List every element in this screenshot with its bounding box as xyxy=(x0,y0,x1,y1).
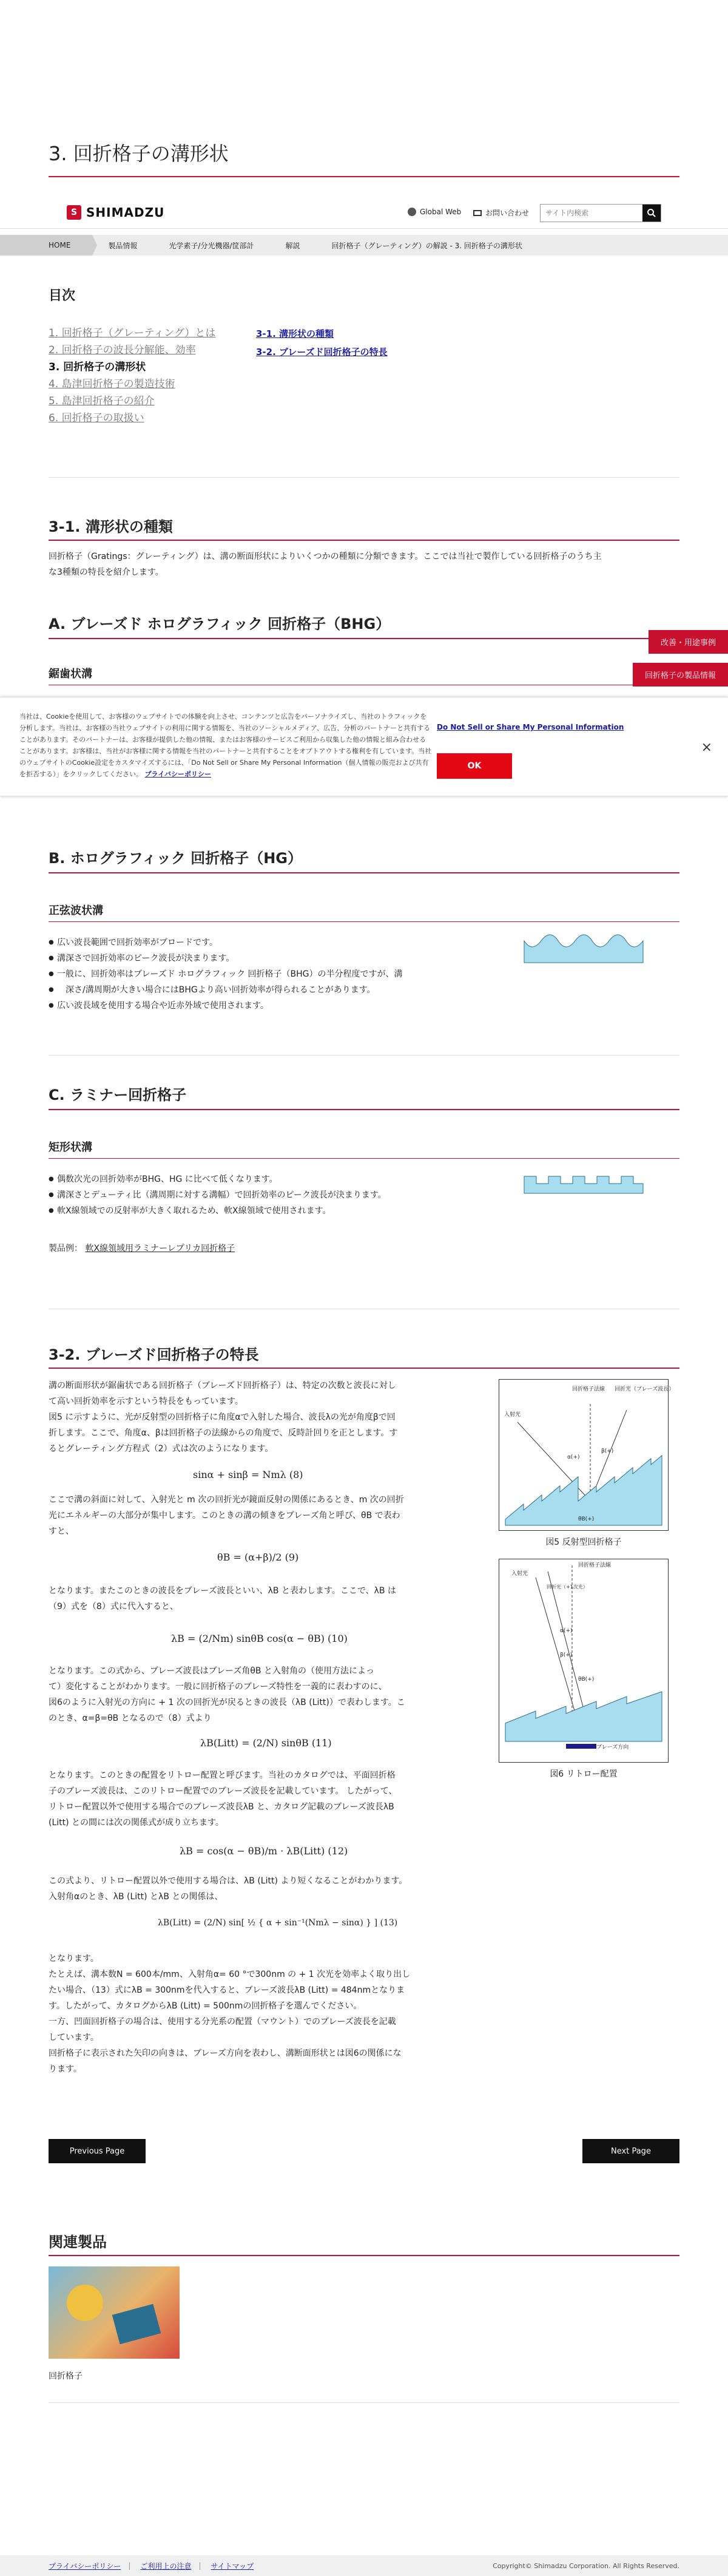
search-button[interactable] xyxy=(642,205,661,222)
cookie-ok-button[interactable]: OK xyxy=(437,753,512,779)
fig5-label-diffracted: 回折光（ブレーズ波長） xyxy=(615,1386,675,1392)
s32-para-2: ここで溝の斜面に対して、入射光と m 次の回折光が鏡面反射の関係にあるとき、m 次の回折 光にエネルギーの大部分が集中します。このときの溝の傾きをブレーズ角と呼び、θB で表わ すと、 xyxy=(49,1495,404,1536)
next-page-button[interactable]: Next Page xyxy=(582,2139,679,2163)
fig6-label-theta-top: θB(+) xyxy=(578,1676,595,1683)
list-item: ● 軟X線領域での反射率が大きく取れるため、軟X線領域で使用されます。 xyxy=(49,1203,386,1219)
toc-sublist xyxy=(256,325,388,361)
toc-item-3: 3. 回折格子の溝形状 xyxy=(49,361,146,373)
list-item: ● 広い波長範囲で回折効率がブロードです。 xyxy=(49,935,403,951)
bhg-heading: A. ブレーズド ホログラフィック 回折格子（BHG） xyxy=(49,612,679,639)
s32-para-7: となります。 たとえば、溝本数N = 600本/mm、入射角α= 60 °で300nm の + 1 次光を効率よく取り出し たい場合、（13）式にλB = 300nmを代入すると、ブレーズ波長λB (Litt) = 484nmとなりま す。したがって、カタログからλB (Litt) = 500nmの回折格子を選んでください。 一方、凹面回折格子の場合は、使用する分光系の配置（マウント）でのブレーズ波長を記載 しています。 回折格子に表示された矢印の向きは、ブレーズ方向を表わし、溝断面形状とは図6の関係にな ります。 xyxy=(49,1954,411,2074)
s31-intro-1: 回折格子（Gratings：グレーティング）は、溝の断面形状によりいくつかの種類に分類できます。ここでは当社で製作している回折格子のうち主 xyxy=(49,552,602,561)
fig5-label-incident: 入射光 xyxy=(504,1412,521,1418)
sidetab-products[interactable]: 回折格子の製品情報 xyxy=(633,663,728,686)
title-underline xyxy=(49,176,679,177)
laminar-product-link[interactable]: 軟X線領域用ラミナーレプリカ回折格子 xyxy=(85,1244,235,1253)
cookie-banner xyxy=(0,697,728,796)
laminar-subheading: 矩形状溝 xyxy=(49,1139,679,1159)
toc-title: 目次 xyxy=(49,288,76,303)
s32-para-5: となります。このときの配置をリトロー配置と呼びます。当社のカタログでは、平面回折格 子のブレーズ波長は、このリトロー配置でのブレーズ波長を記載しています。 したがって、 リトロー配置以外で使用する場合でのブレーズ波長λB と、カタログ記載のブレーズ波長λB (Litt) との間には次の関係式が成り立ちます。 xyxy=(49,1771,397,1828)
fig6-label-blaze: ブレーズ方向 xyxy=(596,1744,629,1751)
footer-sitemap-link[interactable]: サイトマップ xyxy=(211,2561,254,2571)
copyright: Copyright© Shimadzu Corporation. All Rights Reserved. xyxy=(493,2561,679,2570)
equation-10: λB = (2/Nm) sinθB cos(α − θB) (10) xyxy=(171,1633,348,1644)
toc-item-1[interactable]: 1. 回折格子（グレーティング）とは xyxy=(49,327,216,339)
search-input[interactable] xyxy=(541,205,642,222)
equation-11: λB(Litt) = (2/N) sinθB (11) xyxy=(200,1737,332,1749)
toc-sub-3-2[interactable]: 3-2. ブレーズド回折格子の特長 xyxy=(256,347,388,358)
section-3-2-heading: 3-2. ブレーズド回折格子の特長 xyxy=(49,1343,679,1369)
footer-terms-link[interactable]: ご利用上の注意 xyxy=(140,2561,192,2571)
breadcrumb xyxy=(0,235,728,256)
fig5-label-normal: 回折格子法線 xyxy=(572,1386,605,1392)
search-icon xyxy=(647,208,656,218)
equation-8: sinα + sinβ = Nmλ (8) xyxy=(193,1469,303,1480)
figure-6-caption: 図6 リトロー配置 xyxy=(550,1769,618,1779)
fig6-label-diffracted: 回折光（+1次光） xyxy=(547,1584,588,1590)
s32-para-1: 溝の断面形状が鋸歯状である回折格子（ブレーズド回折格子）は、特定の次数と波長に対し て高い回折効率を示すという特長をもっています。 図5 に示すように、光が反射型の回折格子に角度αで入射した場合、波長λの光が角度βで回 折します。ここで、角度α、βは回折格子の法線からの角度で、反時計回りを正とします。す るとグレーティング方程式（2）式は次のようになります。 xyxy=(49,1381,398,1454)
hg-heading: B. ホログラフィック 回折格子（HG） xyxy=(49,846,679,873)
search-box xyxy=(540,204,661,222)
footer: プライバシーポリシー | ご利用上の注意 | サイトマップ Copyright© Shimadzu Corporation. All Rights Reserved. xyxy=(0,2555,728,2576)
product-image-shape xyxy=(67,2285,103,2321)
hg-subheading: 正弦波状溝 xyxy=(49,902,679,922)
list-item: ● 広い波長域を使用する場合や近赤外域で使用されます。 xyxy=(49,998,403,1014)
fig6-label-normal: 回折格子法線 xyxy=(578,1562,612,1568)
page-title: 3. 回折格子の溝形状 xyxy=(49,142,229,165)
logo-text: SHIMADZU xyxy=(86,205,165,220)
sine-groove-illustration xyxy=(523,935,644,965)
figure-5 xyxy=(499,1379,675,1531)
related-heading: 関連製品 xyxy=(49,2230,679,2256)
breadcrumb-guide[interactable]: 解説 xyxy=(270,235,316,256)
fig5-label-beta: β(+) xyxy=(601,1448,614,1454)
toc-list xyxy=(49,325,215,427)
list-item: ● 溝深さで回折効率のピーク波長が決まります。 xyxy=(49,951,403,966)
hg-bullets xyxy=(49,935,403,1014)
list-item: ● 偶数次光の回折効率がBHG、HG に比べて低くなります。 xyxy=(49,1171,386,1187)
fig6-label-beta: β(+) xyxy=(560,1652,573,1658)
related-product-image[interactable] xyxy=(49,2266,180,2359)
divider xyxy=(49,1055,679,1056)
globe-icon xyxy=(408,208,416,216)
s32-para-4: となります。この式から、ブレーズ波長はブレーズ角θB と入射角の（使用方法によっ て）変化することがわかります。一般に回折格子のブレーズ特性を一義的に表わすのに、 図6のように入射光の方向に + 1 次の回折光が戻るときの波長（λB (Litt)）で表わします。こ のとき、α=β=θB となるので（8）式より xyxy=(49,1666,405,1723)
fig5-label-alpha: α(+) xyxy=(567,1454,580,1460)
divider xyxy=(49,2402,679,2403)
laminar-heading: C. ラミナー回折格子 xyxy=(49,1083,679,1110)
do-not-sell-link[interactable]: Do Not Sell or Share My Personal Information xyxy=(437,723,624,731)
shimadzu-logo[interactable] xyxy=(67,205,164,220)
figure-6 xyxy=(499,1559,669,1763)
breadcrumb-home[interactable]: HOME xyxy=(0,235,92,256)
toc-item-2[interactable]: 2. 回折格子の波長分解能、効率 xyxy=(49,344,196,356)
header-divider xyxy=(0,228,728,229)
s32-para-3: となります。またこのときの波長をブレーズ波長といい、λB と表わします。ここで、λB は （9）式を（8）式に代入すると、 xyxy=(49,1586,396,1612)
breadcrumb-optics[interactable]: 光学素子/分光機器/筐部計 xyxy=(153,235,269,256)
equation-13: λB(Litt) = (2/N) sin[ ½ { α + sin⁻¹(Nmλ − sinα) } ] (13) xyxy=(158,1918,398,1928)
footer-privacy-link[interactable]: プライバシーポリシー xyxy=(49,2561,121,2571)
laminar-bullets xyxy=(49,1171,386,1219)
contact-label: お問い合わせ xyxy=(485,209,530,217)
toc-item-4[interactable]: 4. 島津回折格子の製造技術 xyxy=(49,378,175,390)
product-label: 製品例： xyxy=(49,1244,83,1253)
logo-mark-icon: S xyxy=(67,205,81,220)
fig6-label-incident: 入射光 xyxy=(511,1571,528,1577)
product-image-shape xyxy=(112,2304,161,2344)
s31-intro-2: な3種類の特長を紹介します。 xyxy=(49,568,164,577)
list-item: ● 一般に、回折効率はブレーズド ホログラフィック 回折格子（BHG）の半分程度ですが、溝 xyxy=(49,966,403,982)
related-product-label[interactable]: 回折格子 xyxy=(49,2371,83,2381)
list-item: ● 溝深さとデューティ比（溝周期に対する溝幅）で回折効率のピーク波長が決まります。 xyxy=(49,1187,386,1203)
cookie-message: 当社は、Cookieを使用して、お客様のウェブサイトでの体験を向上させ、コンテンツと広告をパーソナライズし、当社のトラフィックを分析します。当社は、お客様の当社ウェブサイトの利用に関する情報を、当社のソーシャルメディア、広告、分析のパートナーと共有することがあります。そのパートナーは、お客様が提供した他の情報、またはお客様のサービスご利用から収集した他の情報と組み合わせることがあります。お客様は、当社がお客様に関する情報を当社のパートナーと共有することをオプトアウトする権利を有しています。当社のウェブサイトのCookie設定をカスタマイズするには、「Do Not Sell or Share My Personal Information（個人情報の販売および共有を拒否する）」をクリックしてください。 xyxy=(19,713,432,778)
toc-item-5[interactable]: 5. 島津回折格子の紹介 xyxy=(49,395,155,407)
equation-12: λB = cos(α − θB)/m · λB(Litt) (12) xyxy=(180,1845,348,1857)
list-item: ● 深さ/溝周期が大きい場合にはBHGより高い回折効率が得られることがあります。 xyxy=(49,982,403,998)
divider xyxy=(49,477,679,478)
cookie-close-icon[interactable]: × xyxy=(701,740,712,755)
breadcrumb-current: 回折格子（グレーティング）の解説 - 3. 回折格子の溝形状 xyxy=(331,241,522,250)
reflection-grating-diagram xyxy=(499,1380,675,1530)
cookie-text xyxy=(19,711,432,780)
section-3-1-heading: 3-1. 溝形状の種類 xyxy=(49,515,679,541)
fig5-label-theta: θB(+) xyxy=(578,1516,595,1522)
figure-5-caption: 図5 反射型回折格子 xyxy=(545,1537,622,1547)
global-web-link[interactable] xyxy=(408,208,461,216)
mail-icon xyxy=(473,210,482,216)
laminar-product xyxy=(49,1241,235,1256)
littrow-diagram xyxy=(499,1559,668,1762)
global-web-label: Global Web xyxy=(420,208,462,216)
fig6-label-alpha: α(+) xyxy=(560,1628,573,1634)
bhg-subheading: 鋸歯状溝 xyxy=(49,665,679,685)
breadcrumb-products[interactable]: 製品情報 xyxy=(92,235,153,256)
toc-item-6[interactable]: 6. 回折格子の取扱い xyxy=(49,412,144,424)
equation-9: θB = (α+β)/2 (9) xyxy=(217,1551,299,1563)
toc-sub-3-1[interactable]: 3-1. 溝形状の種類 xyxy=(256,328,334,339)
sidetab-cases[interactable]: 改善・用途事例 xyxy=(649,630,728,654)
previous-page-button[interactable]: Previous Page xyxy=(49,2139,146,2163)
site-header xyxy=(49,198,679,228)
s32-para-6: この式より、リトロー配置以外で使用する場合は、λB (Litt) より短くなることがわかります。 入射角αのとき、λB (Litt) とλB との関係は、 xyxy=(49,1876,408,1902)
rectangular-groove-illustration xyxy=(523,1171,644,1196)
contact-link[interactable] xyxy=(473,208,529,218)
cookie-privacy-link[interactable]: プライバシーポリシー xyxy=(144,770,212,778)
